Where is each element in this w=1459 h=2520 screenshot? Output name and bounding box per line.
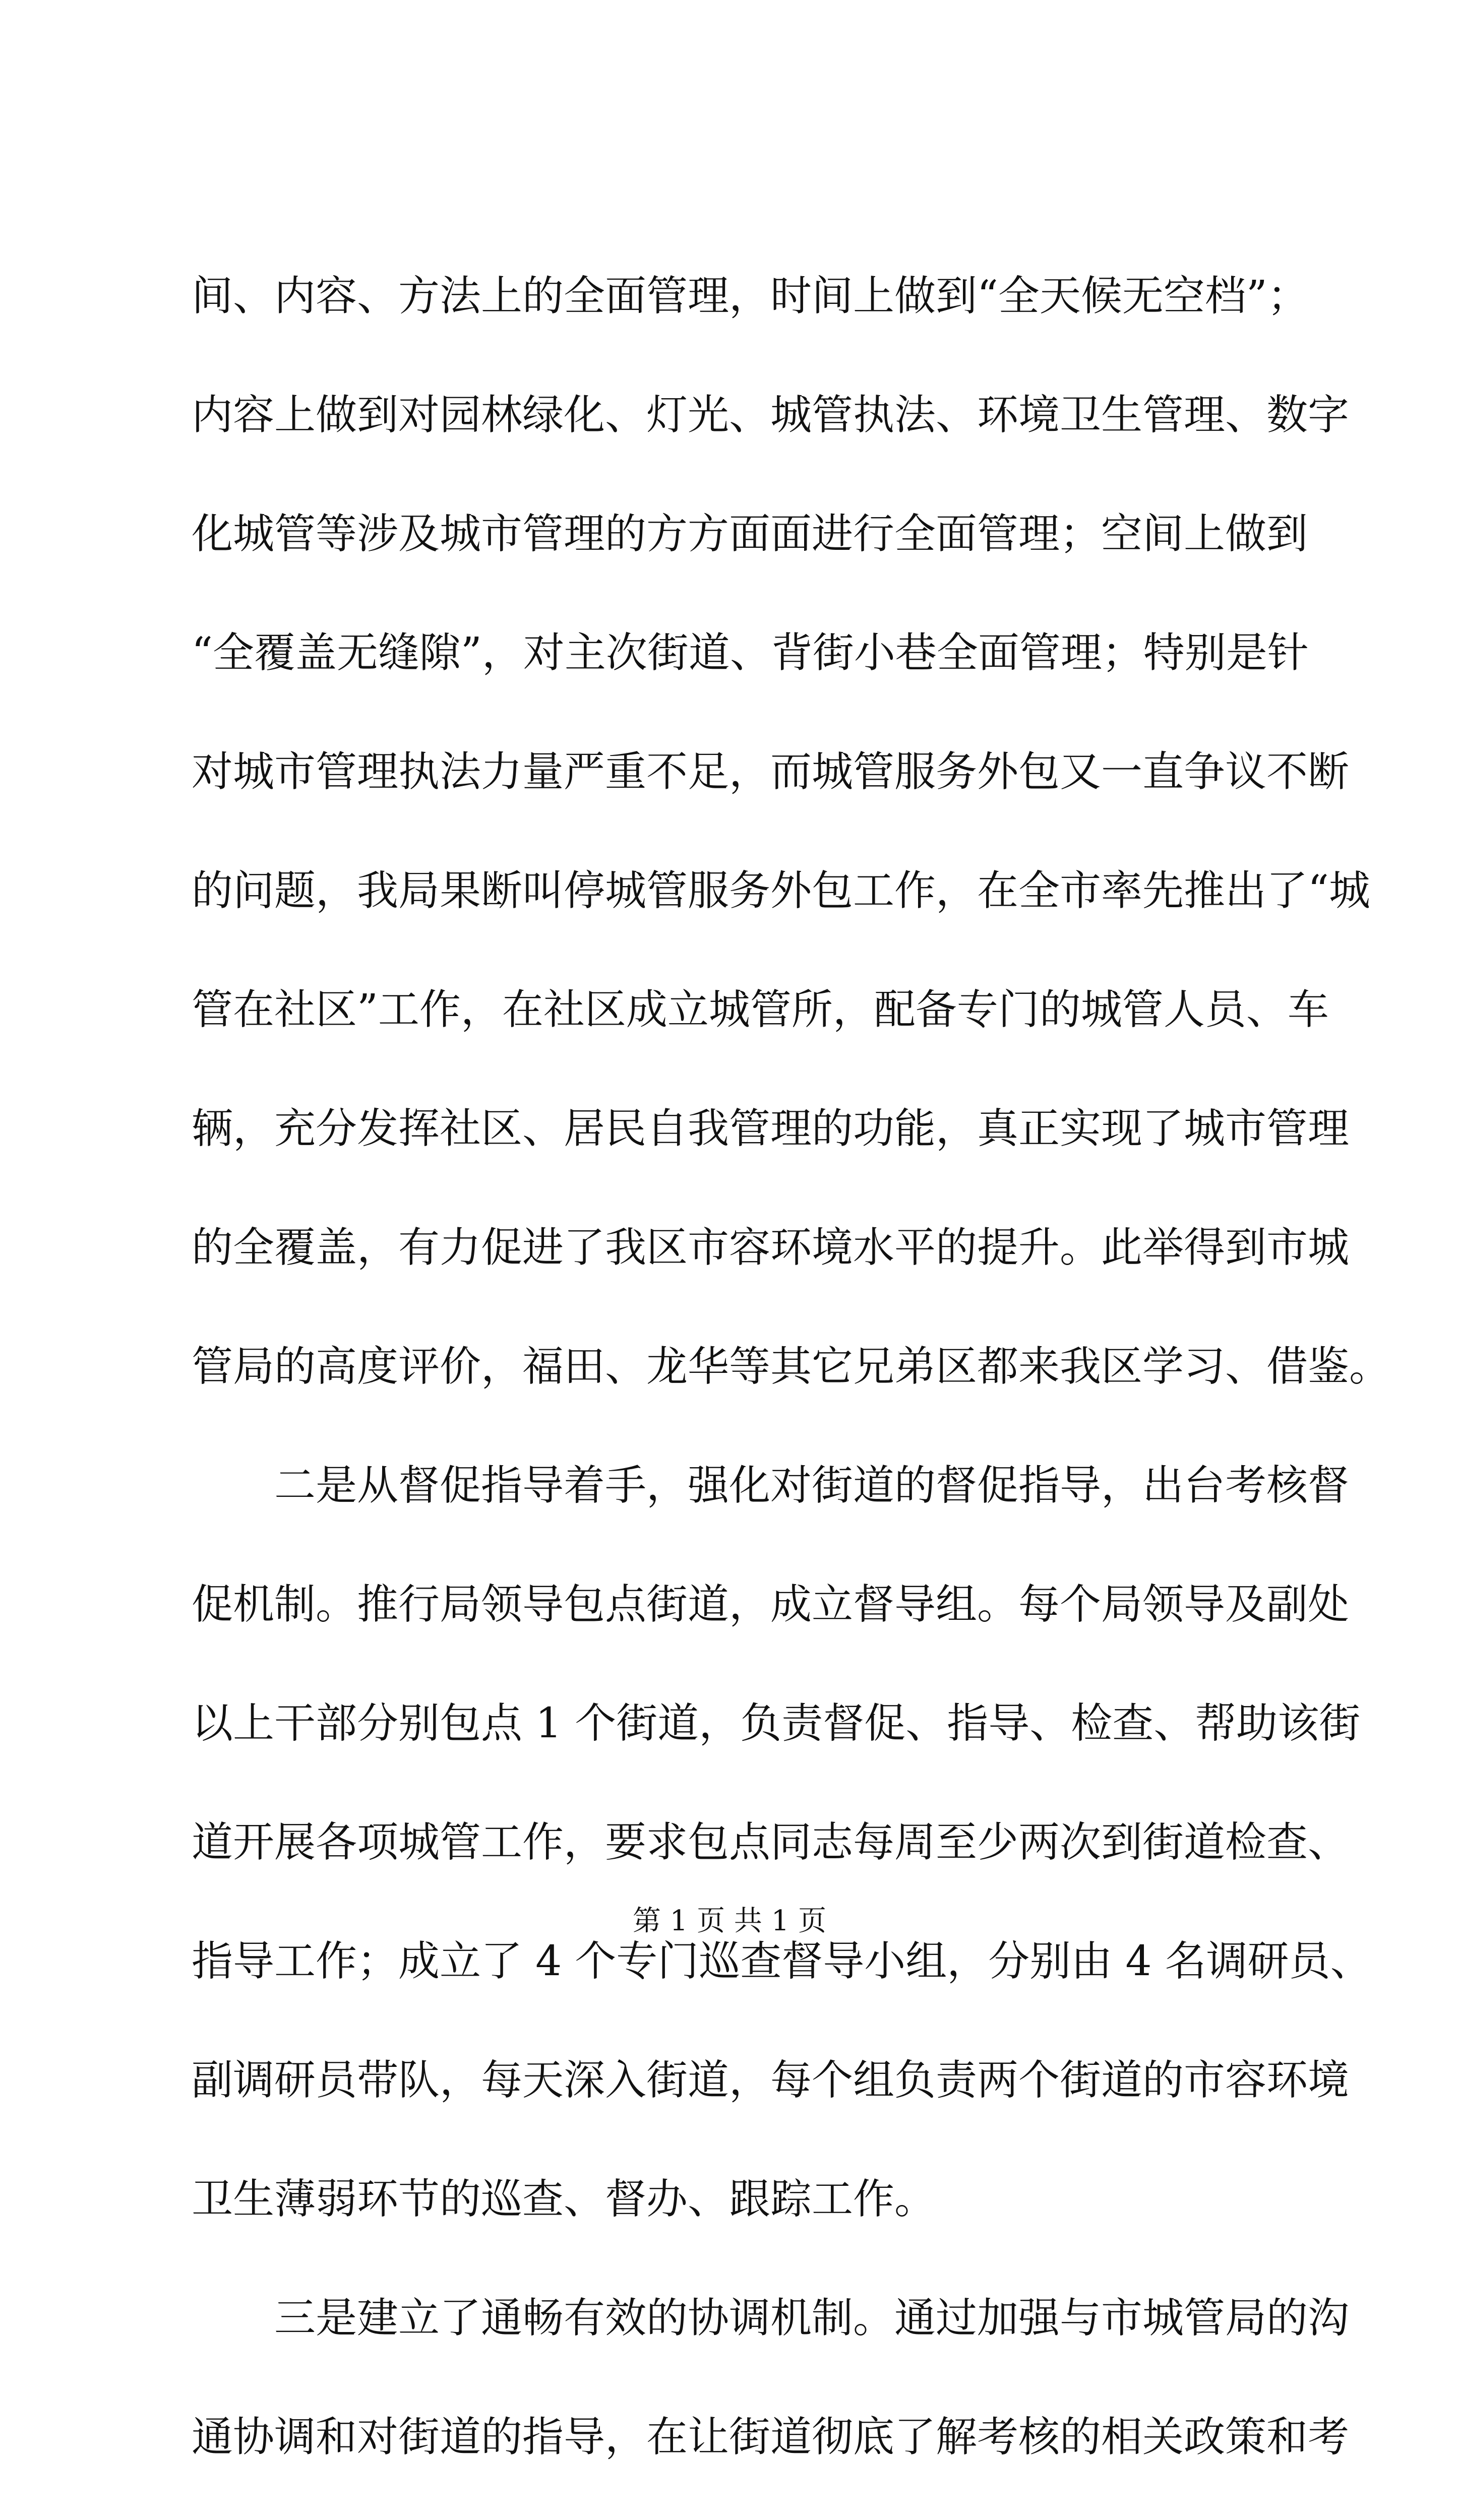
text-line <box>192 2497 1281 2520</box>
paragraph-start-line: 三是建立了通畅有效的协调机制。通过加强与市城管局的沟 <box>274 2294 1350 2342</box>
text-line: 的问题，我局果断叫停城管服务外包工作，在全市率先推出了“城 <box>192 867 1370 915</box>
text-line: 辆，充分发挥社区、居民自我管理的功能，真正实现了城市管理 <box>192 1105 1350 1153</box>
text-line: “全覆盖无缝隙”，对主次街道、背街小巷全面管理；特别是针 <box>192 629 1309 677</box>
text-line: 对城市管理执法力量严重不足，而城管服务外包又一直争议不断 <box>192 748 1350 796</box>
text-line: 管局的高度评价，福田、龙华等其它兄弟区都来我区学习、借鉴。 <box>192 1343 1391 1391</box>
text-line: 管在社区”工作，在社区成立城管所，配备专门的城管人员、车 <box>192 986 1329 1034</box>
page-footer: 第 1 页 共 1 页 <box>632 1905 827 1937</box>
text-line: 间、内容、方法上的全面管理，时间上做到“全天候无空档”； <box>192 272 1309 320</box>
text-line: 以上干部分别包点 1 个街道，负责督促、指导、检查、帮助该街 <box>192 1699 1361 1747</box>
text-line: 卫生薄弱环节的巡查、督办、跟踪工作。 <box>192 2175 936 2223</box>
text-line: 通协调和对街道的指导，在让街道彻底了解考核的相关政策和考 <box>192 2413 1350 2461</box>
paragraph-start-line: 二是从督促指导着手，强化对街道的督促指导，出台考核督 <box>274 1462 1350 1509</box>
text-line: 副调研员带队，每天深入街道，每个组负责两个街道的市容环境 <box>192 2056 1350 2104</box>
text-line: 指导工作；成立了 4 个专门巡查督导小组，分别由 4 名调研员、 <box>192 1937 1372 1985</box>
text-line: 道开展各项城管工作，要求包点同志每周至少两次到街道检查、 <box>192 1818 1350 1866</box>
body-text <box>192 237 1391 2520</box>
text-line: 的全覆盖，有力促进了我区市容环境水平的提升。此举得到市城 <box>192 1224 1350 1272</box>
text-line: 内容上做到对园林绿化、灯光、城管执法、环境卫生管理、数字 <box>192 391 1350 439</box>
text-line: 化城管等涉及城市管理的方方面面进行全面管理；空间上做到 <box>192 510 1308 558</box>
text-line: 促机制。推行局领导包点街道，成立督导组。每个局领导及副处 <box>192 1581 1350 1628</box>
